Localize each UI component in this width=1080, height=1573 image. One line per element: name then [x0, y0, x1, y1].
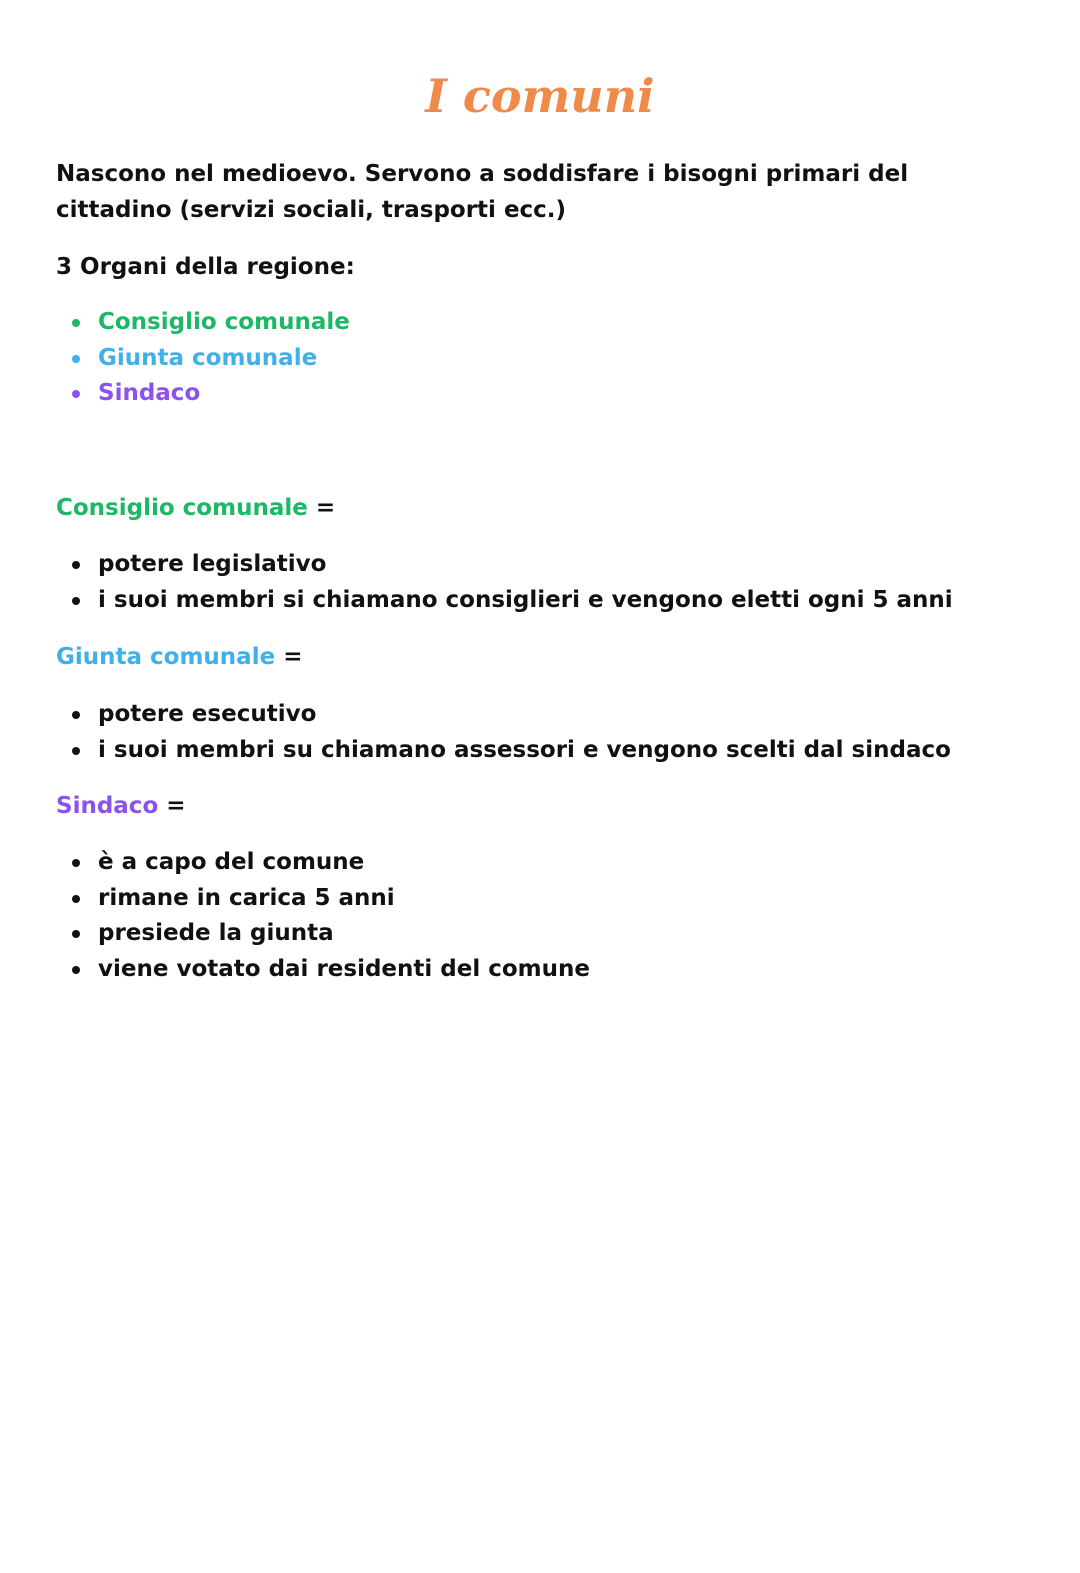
list-item-text: rimane in carica 5 anni [98, 884, 395, 911]
bullet-dot-icon [72, 930, 80, 938]
section-list-sindaco [56, 845, 590, 987]
list-item-text: potere esecutivo [98, 701, 317, 727]
equals-sign: = [166, 793, 186, 819]
list-item-text: viene votato dai residenti del comune [98, 955, 590, 982]
list-item [56, 881, 590, 917]
section-heading-sindaco [56, 789, 186, 823]
organs-list [56, 305, 350, 412]
equals-sign: = [283, 644, 303, 670]
bullet-dot-icon [72, 355, 80, 363]
organ-label: Consiglio comunale [98, 309, 350, 335]
organ-item-consiglio [56, 305, 350, 341]
organs-heading: 3 Organi della regione: [56, 254, 355, 280]
bullet-dot-icon [72, 747, 80, 755]
bullet-dot-icon [72, 895, 80, 903]
list-item [56, 952, 590, 988]
bullet-dot-icon [72, 966, 80, 974]
page-title: I comuni [425, 69, 655, 123]
equals-sign: = [315, 495, 336, 521]
bullet-dot-icon [72, 597, 80, 605]
section-heading-label: Consiglio comunale [56, 495, 308, 521]
list-item [56, 733, 951, 769]
list-item-text: è a capo del comune [98, 849, 365, 875]
organ-item-sindaco [56, 376, 350, 412]
list-item [56, 916, 590, 952]
list-item [56, 583, 953, 619]
section-heading-label: Sindaco [56, 793, 159, 819]
list-item-text: potere legislativo [98, 551, 327, 577]
list-item [56, 845, 590, 881]
list-item-text: i suoi membri si chiamano consiglieri e vengono eletti ogni 5 anni [98, 586, 953, 613]
organ-item-giunta [56, 341, 350, 377]
list-item-text: i suoi membri su chiamano assessori e vengono scelti dal sindaco [98, 736, 951, 763]
bullet-dot-icon [72, 561, 80, 569]
organ-label: Giunta comunale [98, 344, 318, 371]
section-list-consiglio [56, 547, 953, 618]
list-item-text: presiede la giunta [98, 920, 334, 946]
section-heading-giunta [56, 640, 302, 674]
list-item [56, 547, 953, 583]
section-heading-label: Giunta comunale [56, 644, 276, 670]
section-list-giunta [56, 697, 951, 768]
bullet-dot-icon [72, 319, 80, 327]
intro-paragraph: Nascono nel medioevo. Servono a soddisfare i bisogni primari del cittadino (servizi sociali, trasporti ecc.) [56, 161, 909, 223]
organ-label: Sindaco [98, 380, 201, 406]
bullet-dot-icon [72, 390, 80, 398]
section-heading-consiglio [56, 491, 335, 525]
list-item [56, 697, 951, 733]
bullet-dot-icon [72, 859, 80, 867]
bullet-dot-icon [72, 711, 80, 719]
